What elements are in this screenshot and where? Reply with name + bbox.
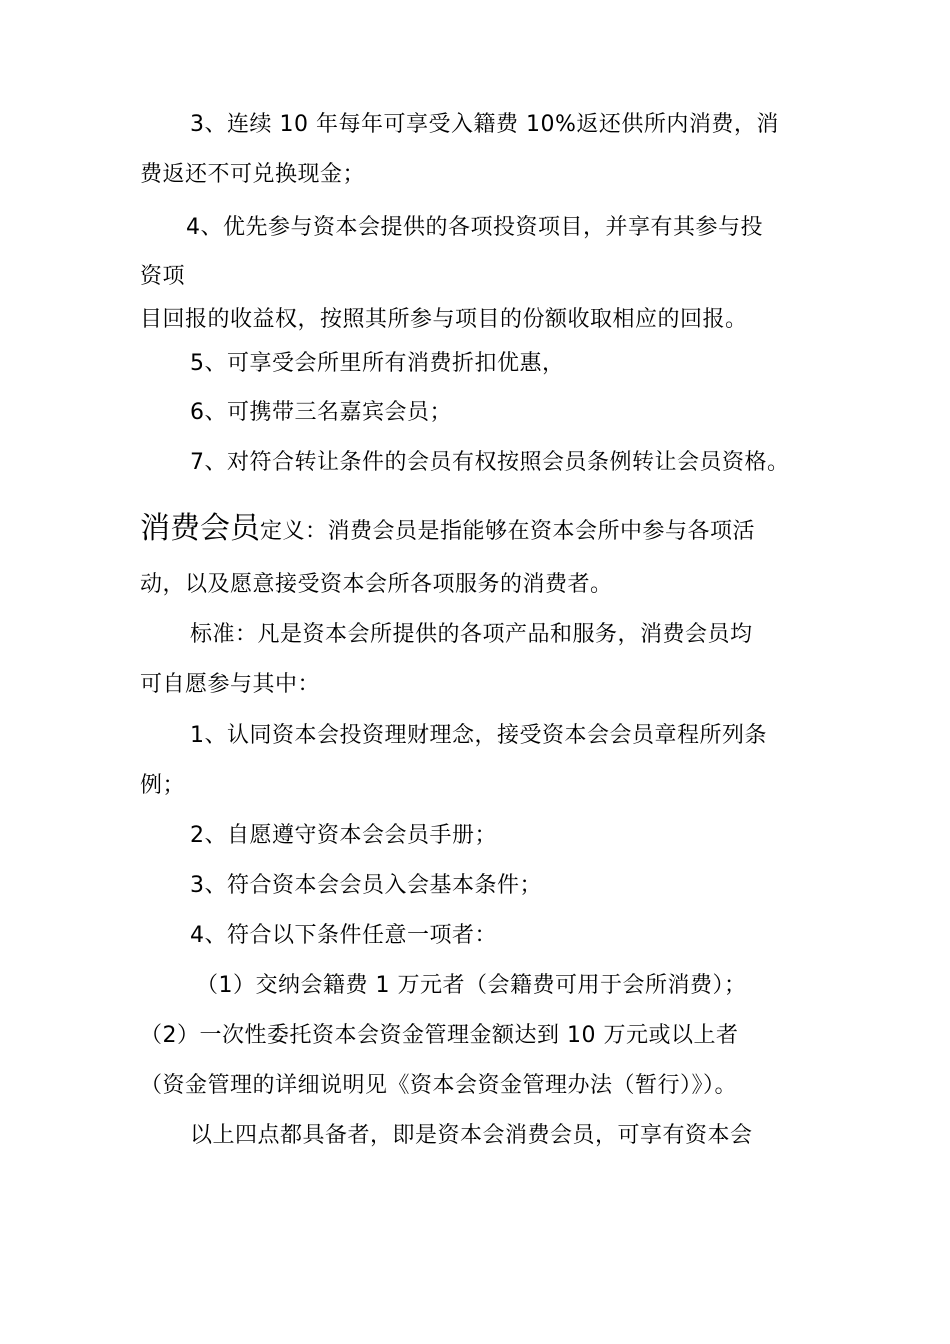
paragraph-line: 5、可享受会所里所有消费折扣优惠， [190,351,565,376]
paragraph-line: （1）交纳会籍费 1 万元者（会籍费可用于会所消费）； [196,973,747,998]
paragraph-line: 资项 [140,264,186,289]
definition-text: 定义：消费会员是指能够在资本会所中参与各项活 [260,519,756,544]
paragraph-line: 标准：凡是资本会所提供的各项产品和服务，消费会员均 [190,622,753,647]
paragraph-line: 6、可携带三名嘉宾会员； [190,400,452,425]
paragraph-line: 例； [140,773,186,798]
section-definition-line [140,511,756,547]
paragraph-line: 费返还不可兑换现金； [140,162,366,187]
paragraph-line: 1、认同资本会投资理财理念，接受资本会会员章程所列条 [190,723,767,748]
paragraph-line: 4、符合以下条件任意一项者： [190,923,497,948]
section-heading: 消费会员 [140,511,260,546]
paragraph-line: 3、符合资本会会员入会基本条件； [190,873,542,898]
paragraph-line: 3、连续 10 年每年可享受入籍费 10%返还供所内消费，消 [190,112,779,137]
paragraph-line: 2、自愿遵守资本会会员手册； [190,823,497,848]
paragraph-line: （资金管理的详细说明见《资本会资金管理办法（暂行）》）。 [140,1073,738,1098]
paragraph-line: 目回报的收益权，按照其所参与项目的份额收取相应的回报。 [140,307,748,332]
paragraph-line: 可自愿参与其中： [140,672,321,697]
paragraph-line: 动，以及愿意接受资本会所各项服务的消费者。 [140,572,613,597]
paragraph-line: 7、对符合转让条件的会员有权按照会员条例转让会员资格。 [190,450,790,475]
paragraph-line: （2）一次性委托资本会资金管理金额达到 10 万元或以上者 [140,1023,739,1048]
paragraph-line: 以上四点都具备者，即是资本会消费会员，可享有资本会 [190,1123,753,1148]
paragraph-line: 4、优先参与资本会提供的各项投资项目，并享有其参与投 [186,215,763,240]
